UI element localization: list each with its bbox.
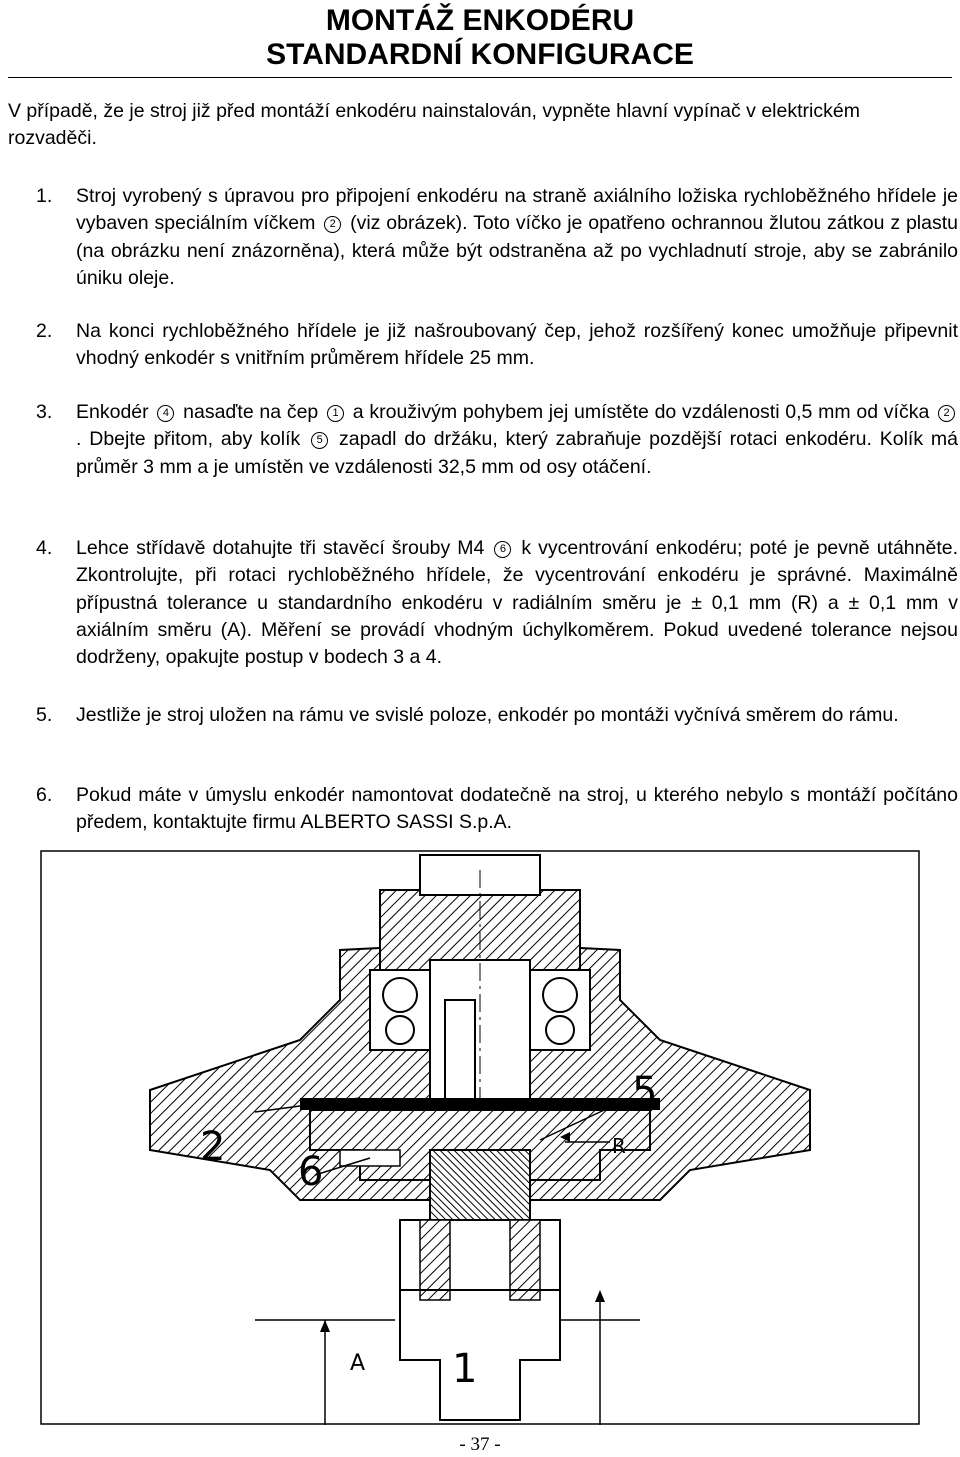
title-rule xyxy=(8,77,952,78)
list-item-4 xyxy=(36,535,958,671)
item-number: 1. xyxy=(36,185,53,207)
label-a: A xyxy=(350,1351,366,1376)
list-item-3 xyxy=(36,399,958,481)
list-item-2 xyxy=(36,318,958,373)
item-number: 2. xyxy=(36,320,53,342)
list-item-1 xyxy=(36,183,958,292)
title-line-1: MONTÁŽ ENKODÉRU xyxy=(325,4,635,37)
label-1: 1 xyxy=(452,1346,478,1392)
circled-marker: 2 xyxy=(938,405,955,422)
item-text: Jestliže je stroj uložen na rámu ve svislé poloze, enkodér po montáži vyčnívá směrem do rámu. xyxy=(76,704,899,726)
title-line-2: STANDARDNÍ KONFIGURACE xyxy=(266,38,694,71)
item-text: Pokud máte v úmyslu enkodér namontovat dodatečně na stroj, u kterého nebylo s montáží počítáno předem, kontaktujte firmu ALBERTO SASSI S.p.A. xyxy=(76,784,958,834)
encoder-assembly-drawing xyxy=(40,850,920,1425)
item-number: 6. xyxy=(36,784,53,806)
label-r: R xyxy=(612,1134,626,1158)
intro-paragraph: V případě, že je stroj již před montáží enkodéru nainstalován, vypněte hlavní vypínač v elektrickém rozvaděči. xyxy=(8,100,860,149)
item-text: Lehce střídavě dotahujte tři stavěcí šrouby M4 6 k vycentrování enkodéru; poté je pevně utáhněte. Zkontrolujte, při rotaci rychloběžného hřídele, že vycentrování enkodéru je správné. Maximálně přípustná tolerance u standardního enkodéru v radiálním směru je ± 0,1 mm (R) a ± 0,1 mm v axiálním směru (A). Měření se provádí vhodným úchylkoměrem. Pokud uvedené tolerance nejsou dodrženy, opakujte postup v bodech 3 a 4. xyxy=(76,537,959,669)
item-number: 3. xyxy=(36,401,53,423)
circled-marker: 5 xyxy=(311,432,328,449)
label-6: 6 xyxy=(298,1149,324,1195)
item-text: Stroj vyrobený s úpravou pro připojení enkodéru na straně axiálního ložiska rychloběžného hřídele je vybaven speciálním víčkem 2 (viz obrázek). Toto víčko je opatřeno ochrannou žlutou zátkou z plastu (na obrázku není znázorněna), která může být odstraněna až po vychladnutí stroje, aby se zabránilo úniku oleje. xyxy=(76,185,958,289)
list-item-6 xyxy=(36,782,958,837)
item-number: 4. xyxy=(36,537,53,559)
page-number: - 37 - xyxy=(459,1434,501,1455)
item-number: 5. xyxy=(36,704,53,726)
circled-marker: 4 xyxy=(157,405,174,422)
circled-marker: 1 xyxy=(327,405,344,422)
item-text: Enkodér 4 nasaďte na čep 1 a krouživým pohybem jej umístěte do vzdálenosti 0,5 mm od víčka 2. Dbejte přitom, aby kolík 5 zapadl do držáku, který zabraňuje pozdější rotaci enkodéru. Kolík má průměr 3 mm a je umístěn ve vzdálenosti 32,5 mm od osy otáčení. xyxy=(76,401,959,478)
label-5: 5 xyxy=(632,1069,658,1115)
technical-drawing xyxy=(40,850,920,1425)
item-text: Na konci rychloběžného hřídele je již našroubovaný čep, jehož rozšířený konec umožňuje připevnit vhodný enkodér s vnitřním průměrem hřídele 25 mm. xyxy=(76,320,958,370)
list-item-5 xyxy=(36,702,958,729)
label-2: 2 xyxy=(200,1124,226,1170)
circled-marker: 6 xyxy=(494,541,511,558)
circled-marker: 2 xyxy=(324,216,341,233)
